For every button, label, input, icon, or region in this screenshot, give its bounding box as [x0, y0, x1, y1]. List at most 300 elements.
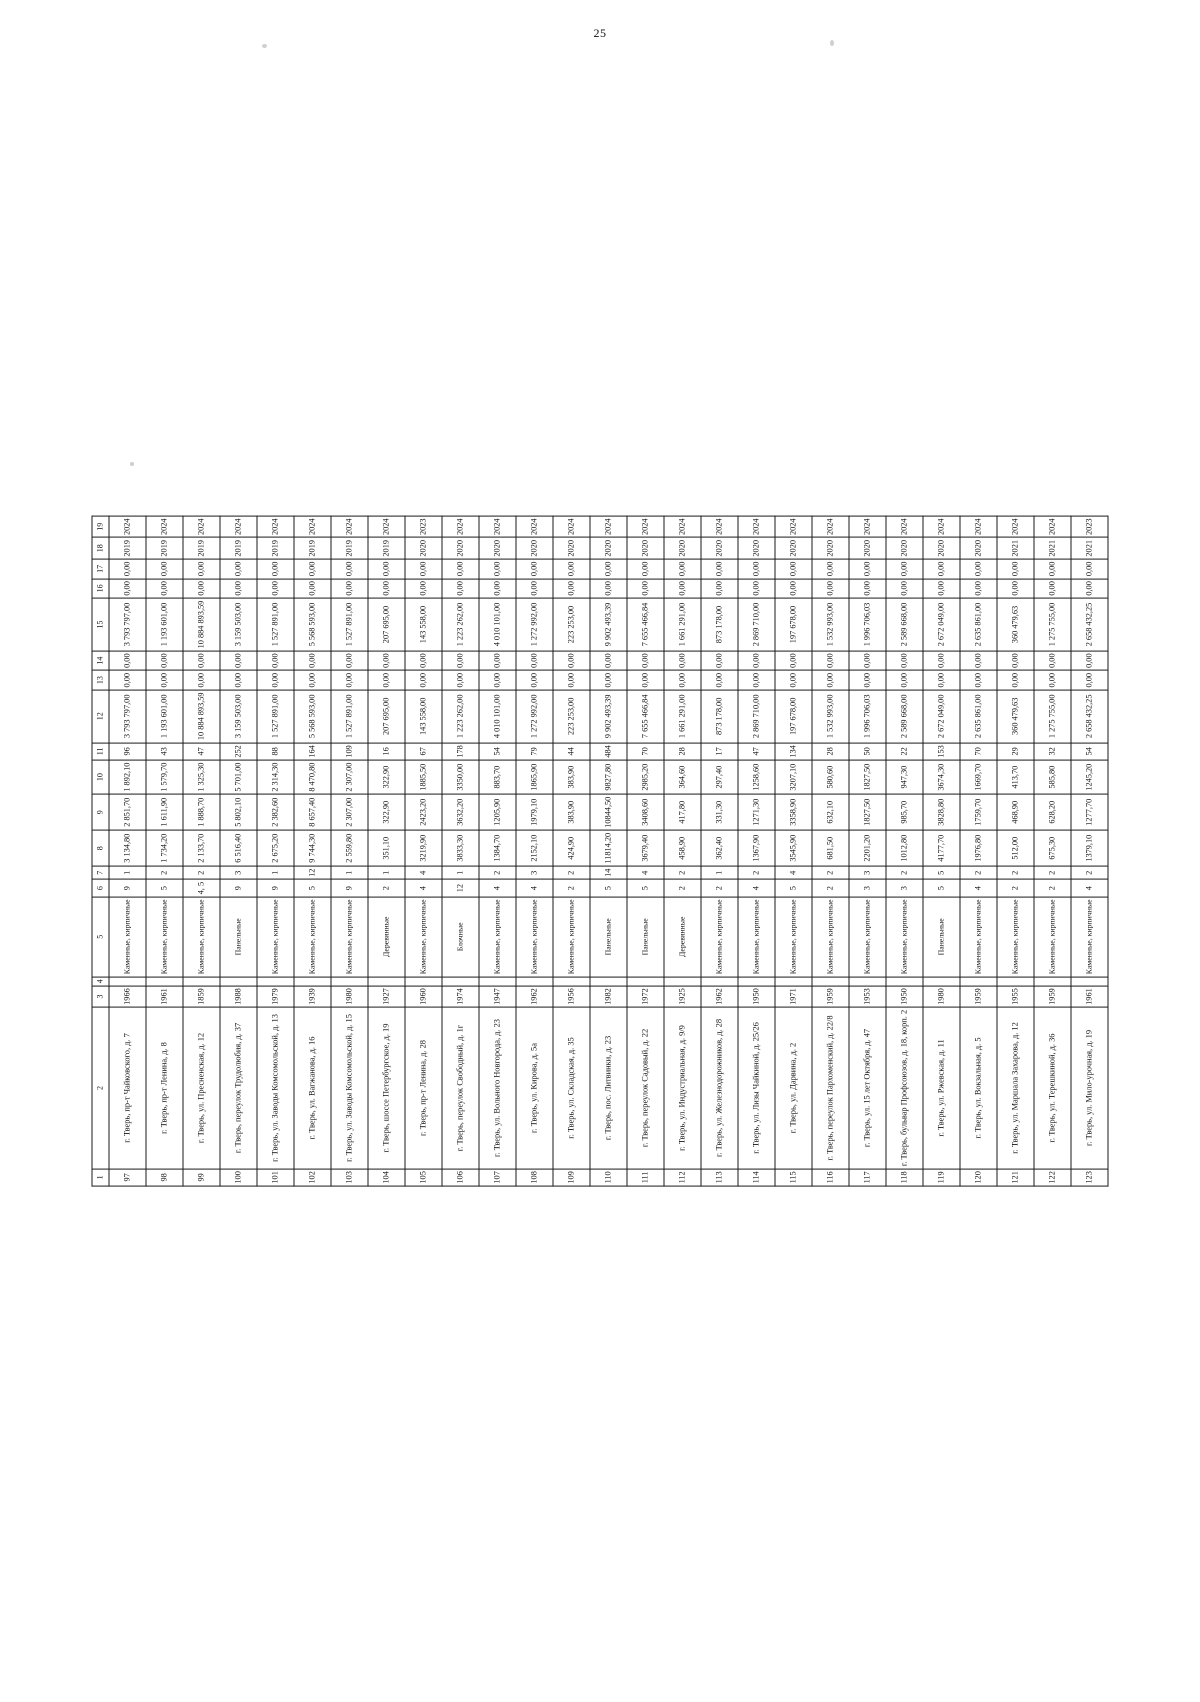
cell-c1: 120 [960, 1169, 997, 1186]
cell-c11: 22 [886, 743, 923, 760]
column-number-3: 3 [92, 986, 109, 1008]
cell-c8: 2 559,80 [331, 830, 368, 866]
cell-c5: Деревянные [368, 897, 405, 977]
cell-c1: 117 [849, 1169, 886, 1186]
cell-c9: 10844,50 [590, 794, 627, 830]
cell-c12: 2 672 049,00 [923, 690, 960, 743]
cell-c3: 1947 [479, 986, 516, 1008]
cell-c2: г. Тверь, ул. Пресненская, д. 12 [183, 1007, 220, 1168]
cell-c2: г. Тверь, ул. Мило-урочная, д. 19 [1071, 1007, 1108, 1168]
cell-c9: 1 611,90 [146, 794, 183, 830]
cell-c9: 632,10 [812, 794, 849, 830]
cell-c14: 0,00 [664, 651, 701, 671]
cell-c18: 2019 [294, 538, 331, 560]
cell-c19: 2024 [849, 516, 886, 538]
cell-c14: 0,00 [960, 651, 997, 671]
table-row [516, 516, 553, 1186]
column-number-6: 6 [92, 879, 109, 896]
cell-c2: г. Тверь, ул. Дарвина, д. 2 [775, 1007, 812, 1168]
cell-c5: Каменные, кирпичные [738, 897, 775, 977]
cell-c13: 0,00 [294, 670, 331, 690]
cell-c10: 1885,50 [405, 760, 442, 794]
column-number-18: 18 [92, 538, 109, 560]
cell-c2: г. Тверь, переулок Пархоменский, д. 22/8 [812, 1007, 849, 1168]
cell-c5: Деревянные [664, 897, 701, 977]
column-number-8: 8 [92, 830, 109, 866]
cell-c9: 2 382,60 [257, 794, 294, 830]
cell-c2: г. Тверь, переулок Трудолюбия, д. 37 [220, 1007, 257, 1168]
cell-c9: 1271,30 [738, 794, 775, 830]
cell-c11: 47 [738, 743, 775, 760]
cell-c2: г. Тверь, ул. Индустриальная, д. 9/9 [664, 1007, 701, 1168]
cell-c3: 1988 [220, 986, 257, 1008]
cell-c8: 2152,10 [516, 830, 553, 866]
cell-c12: 2 635 861,00 [960, 690, 997, 743]
cell-c13: 0,00 [146, 670, 183, 690]
cell-c11: 16 [368, 743, 405, 760]
cell-c8: 458,90 [664, 830, 701, 866]
cell-c14: 0,00 [405, 651, 442, 671]
cell-c14: 0,00 [1071, 651, 1108, 671]
cell-c1: 102 [294, 1169, 331, 1186]
cell-c9: 468,90 [997, 794, 1034, 830]
cell-c5: Каменные, кирпичные [257, 897, 294, 977]
cell-c13: 0,00 [923, 670, 960, 690]
cell-c12: 143 558,00 [405, 690, 442, 743]
cell-c15: 3 159 503,00 [220, 598, 257, 651]
cell-c11: 17 [701, 743, 738, 760]
cell-c19: 2024 [331, 516, 368, 538]
cell-c10: 1865,90 [516, 760, 553, 794]
cell-c19: 2024 [294, 516, 331, 538]
cell-c6: 2 [1034, 879, 1071, 896]
cell-c9: 2423,20 [405, 794, 442, 830]
cell-c1: 119 [923, 1169, 960, 1186]
cell-c17: 0,00 [442, 559, 479, 579]
cell-c3: 1959 [960, 986, 997, 1008]
cell-c6: 5 [923, 879, 960, 896]
cell-c16: 0,00 [590, 579, 627, 599]
cell-c12: 1 223 262,00 [442, 690, 479, 743]
cell-c9: 3408,60 [627, 794, 664, 830]
table-row [590, 516, 627, 1186]
cell-c3: 1927 [368, 986, 405, 1008]
cell-c4 [1034, 977, 1071, 986]
cell-c7: 4 [775, 866, 812, 879]
cell-c10: 364,60 [664, 760, 701, 794]
cell-c7: 4 [405, 866, 442, 879]
cell-c16: 0,00 [220, 579, 257, 599]
cell-c12: 1 527 891,00 [257, 690, 294, 743]
cell-c2: г. Тверь, пр-т Ленина, д. 28 [405, 1007, 442, 1168]
table-row [479, 516, 516, 1186]
cell-c6: 4 [405, 879, 442, 896]
cell-c12: 1 661 291,00 [664, 690, 701, 743]
cell-c17: 0,00 [257, 559, 294, 579]
cell-c18: 2019 [146, 538, 183, 560]
cell-c3: 1979 [257, 986, 294, 1008]
cell-c5: Панельные [627, 897, 664, 977]
table-row [627, 516, 664, 1186]
cell-c10: 1 325,30 [183, 760, 220, 794]
cell-c12: 7 655 466,84 [627, 690, 664, 743]
cell-c19: 2024 [1034, 516, 1071, 538]
cell-c14: 0,00 [775, 651, 812, 671]
cell-c11: 178 [442, 743, 479, 760]
cell-c14: 0,00 [368, 651, 405, 671]
cell-c11: 109 [331, 743, 368, 760]
cell-c3: 1974 [442, 986, 479, 1008]
cell-c13: 0,00 [886, 670, 923, 690]
cell-c6: 2 [997, 879, 1034, 896]
cell-c13: 0,00 [738, 670, 775, 690]
cell-c18: 2020 [849, 538, 886, 560]
cell-c16: 0,00 [812, 579, 849, 599]
cell-c2: г. Тверь, ул. 15 лет Октября, д. 47 [849, 1007, 886, 1168]
cell-c18: 2020 [701, 538, 738, 560]
column-number-14: 14 [92, 651, 109, 671]
column-number-11: 11 [92, 743, 109, 760]
cell-c16: 0,00 [701, 579, 738, 599]
cell-c5: Каменные, кирпичные [960, 897, 997, 977]
cell-c13: 0,00 [1034, 670, 1071, 690]
cell-c6: 4 [960, 879, 997, 896]
cell-c2: г. Тверь, ул. Железнодорожников, д. 28 [701, 1007, 738, 1168]
cell-c9: 3358,90 [775, 794, 812, 830]
table-row [775, 516, 812, 1186]
cell-c17: 0,00 [146, 559, 183, 579]
cell-c13: 0,00 [775, 670, 812, 690]
cell-c3: 1966 [109, 986, 146, 1008]
table-row [997, 516, 1034, 1186]
cell-c9: 628,20 [1034, 794, 1071, 830]
cell-c18: 2020 [590, 538, 627, 560]
cell-c4 [923, 977, 960, 986]
cell-c16: 0,00 [1034, 579, 1071, 599]
cell-c19: 2024 [183, 516, 220, 538]
cell-c19: 2023 [1071, 516, 1108, 538]
cell-c4 [849, 977, 886, 986]
cell-c3: 1950 [886, 986, 923, 1008]
cell-c7: 2 [146, 866, 183, 879]
cell-c15: 2 658 432,25 [1071, 598, 1108, 651]
cell-c1: 116 [812, 1169, 849, 1186]
cell-c2: г. Тверь, ул. Заводы Комсомольской, д. 15 [331, 1007, 368, 1168]
cell-c15: 1 527 891,00 [331, 598, 368, 651]
cell-c19: 2024 [664, 516, 701, 538]
cell-c16: 0,00 [664, 579, 701, 599]
cell-c6: 9 [331, 879, 368, 896]
cell-c8: 3545,90 [775, 830, 812, 866]
cell-c7: 2 [1034, 866, 1071, 879]
cell-c6: 5 [294, 879, 331, 896]
cell-c13: 0,00 [849, 670, 886, 690]
cell-c7: 1 [442, 866, 479, 879]
column-number-1: 1 [92, 1169, 109, 1186]
cell-c7: 2 [738, 866, 775, 879]
cell-c18: 2020 [812, 538, 849, 560]
cell-c4 [146, 977, 183, 986]
cell-c8: 1976,80 [960, 830, 997, 866]
cell-c10: 1245,20 [1071, 760, 1108, 794]
cell-c11: 252 [220, 743, 257, 760]
cell-c16: 0,00 [109, 579, 146, 599]
cell-c19: 2024 [516, 516, 553, 538]
cell-c2: г. Тверь, ул. Вольного Новгорода, д. 23 [479, 1007, 516, 1168]
cell-c1: 103 [331, 1169, 368, 1186]
cell-c17: 0,00 [590, 559, 627, 579]
cell-c13: 0,00 [109, 670, 146, 690]
cell-c3: 1959 [1034, 986, 1071, 1008]
cell-c11: 50 [849, 743, 886, 760]
cell-c3: 1962 [516, 986, 553, 1008]
table-row [1034, 516, 1071, 1186]
cell-c13: 0,00 [516, 670, 553, 690]
cell-c6: 4 [516, 879, 553, 896]
cell-c7: 2 [960, 866, 997, 879]
cell-c18: 2019 [368, 538, 405, 560]
cell-c11: 70 [960, 743, 997, 760]
cell-c4 [257, 977, 294, 986]
cell-c7: 1 [257, 866, 294, 879]
cell-c5: Панельные [923, 897, 960, 977]
cell-c7: 2 [183, 866, 220, 879]
cell-c9: 5 802,10 [220, 794, 257, 830]
column-number-row [92, 516, 109, 1186]
cell-c19: 2024 [442, 516, 479, 538]
column-number-13: 13 [92, 670, 109, 690]
cell-c10: 9827,80 [590, 760, 627, 794]
cell-c6: 2 [368, 879, 405, 896]
cell-c18: 2019 [109, 538, 146, 560]
cell-c16: 0,00 [368, 579, 405, 599]
cell-c17: 0,00 [405, 559, 442, 579]
cell-c2: г. Тверь, ул. Ржевская, д. 11 [923, 1007, 960, 1168]
cell-c11: 32 [1034, 743, 1071, 760]
cell-c2: г. Тверь, ул. Заводы Комсомольской, д. 13 [257, 1007, 294, 1168]
cell-c17: 0,00 [664, 559, 701, 579]
cell-c10: 3674,30 [923, 760, 960, 794]
cell-c11: 47 [183, 743, 220, 760]
cell-c18: 2020 [960, 538, 997, 560]
cell-c5: Каменные, кирпичные [331, 897, 368, 977]
cell-c9: 1759,70 [960, 794, 997, 830]
cell-c13: 0,00 [590, 670, 627, 690]
cell-c7: 2 [812, 866, 849, 879]
cell-c1: 97 [109, 1169, 146, 1186]
cell-c14: 0,00 [812, 651, 849, 671]
table-row [257, 516, 294, 1186]
cell-c13: 0,00 [183, 670, 220, 690]
cell-c17: 0,00 [775, 559, 812, 579]
table-row [1071, 516, 1108, 1186]
cell-c16: 0,00 [553, 579, 590, 599]
cell-c1: 121 [997, 1169, 1034, 1186]
cell-c12: 1 193 601,00 [146, 690, 183, 743]
cell-c18: 2019 [220, 538, 257, 560]
cell-c15: 360 479,63 [997, 598, 1034, 651]
cell-c19: 2024 [701, 516, 738, 538]
cell-c11: 70 [627, 743, 664, 760]
cell-c9: 1827,50 [849, 794, 886, 830]
cell-c15: 9 902 493,39 [590, 598, 627, 651]
cell-c7: 1 [368, 866, 405, 879]
cell-c15: 1 275 755,00 [1034, 598, 1071, 651]
cell-c10: 383,90 [553, 760, 590, 794]
cell-c3: 1960 [405, 986, 442, 1008]
cell-c17: 0,00 [960, 559, 997, 579]
table-row [812, 516, 849, 1186]
cell-c8: 1384,70 [479, 830, 516, 866]
cell-c19: 2024 [109, 516, 146, 538]
cell-c18: 2020 [664, 538, 701, 560]
cell-c17: 0,00 [109, 559, 146, 579]
cell-c7: 4 [627, 866, 664, 879]
cell-c16: 0,00 [294, 579, 331, 599]
cell-c3: 1859 [183, 986, 220, 1008]
cell-c13: 0,00 [664, 670, 701, 690]
cell-c8: 362,40 [701, 830, 738, 866]
cell-c2: г. Тверь, ул. Вокзальная, д. 5 [960, 1007, 997, 1168]
cell-c14: 0,00 [442, 651, 479, 671]
cell-c4 [886, 977, 923, 986]
cell-c19: 2024 [627, 516, 664, 538]
cell-c1: 109 [553, 1169, 590, 1186]
cell-c11: 44 [553, 743, 590, 760]
cell-c16: 0,00 [960, 579, 997, 599]
cell-c3: 1961 [1071, 986, 1108, 1008]
cell-c12: 1 527 891,00 [331, 690, 368, 743]
cell-c11: 29 [997, 743, 1034, 760]
cell-c10: 1258,60 [738, 760, 775, 794]
cell-c6: 4 [1071, 879, 1108, 896]
cell-c17: 0,00 [220, 559, 257, 579]
cell-c7: 3 [849, 866, 886, 879]
cell-c10: 5 701,00 [220, 760, 257, 794]
cell-c4 [368, 977, 405, 986]
cell-c5: Каменные, кирпичные [294, 897, 331, 977]
cell-c14: 0,00 [923, 651, 960, 671]
cell-c10: 947,30 [886, 760, 923, 794]
cell-c2: г. Тверь, ул. Кирова, д. 5а [516, 1007, 553, 1168]
table-row [442, 516, 479, 1186]
cell-c2: г. Тверь, ул. Лизы Чайкиной, д. 25/26 [738, 1007, 775, 1168]
cell-c12: 197 678,00 [775, 690, 812, 743]
cell-c10: 8 470,80 [294, 760, 331, 794]
cell-c10: 2 307,00 [331, 760, 368, 794]
cell-c10: 1827,50 [849, 760, 886, 794]
cell-c10: 2985,20 [627, 760, 664, 794]
column-number-16: 16 [92, 579, 109, 599]
cell-c17: 0,00 [368, 559, 405, 579]
cell-c14: 0,00 [183, 651, 220, 671]
cell-c12: 5 568 593,00 [294, 690, 331, 743]
cell-c17: 0,00 [997, 559, 1034, 579]
cell-c3: 1971 [775, 986, 812, 1008]
cell-c19: 2024 [479, 516, 516, 538]
table-row [553, 516, 590, 1186]
cell-c9: 3632,20 [442, 794, 479, 830]
cell-c2: г. Тверь, бульвар Профсоюзов, д. 18, корп. 2 [886, 1007, 923, 1168]
cell-c10: 1 579,70 [146, 760, 183, 794]
cell-c1: 106 [442, 1169, 479, 1186]
cell-c2: г. Тверь, ул. Вагжанова, д. 16 [294, 1007, 331, 1168]
cell-c4 [183, 977, 220, 986]
cell-c8: 424,90 [553, 830, 590, 866]
cell-c9: 2 307,00 [331, 794, 368, 830]
cell-c11: 96 [109, 743, 146, 760]
cell-c9: 331,30 [701, 794, 738, 830]
cell-c5: Каменные, кирпичные [479, 897, 516, 977]
cell-c14: 0,00 [997, 651, 1034, 671]
cell-c6: 4 [479, 879, 516, 896]
cell-c17: 0,00 [479, 559, 516, 579]
column-number-19: 19 [92, 516, 109, 538]
cell-c1: 105 [405, 1169, 442, 1186]
cell-c3: 1961 [146, 986, 183, 1008]
cell-c1: 112 [664, 1169, 701, 1186]
cell-c3: 1982 [590, 986, 627, 1008]
cell-c3: 1925 [664, 986, 701, 1008]
cell-c18: 2019 [183, 538, 220, 560]
cell-c1: 110 [590, 1169, 627, 1186]
cell-c7: 2 [997, 866, 1034, 879]
cell-c16: 0,00 [183, 579, 220, 599]
cell-c3: 1956 [553, 986, 590, 1008]
cell-c9: 2 851,70 [109, 794, 146, 830]
table-body [92, 516, 1108, 1186]
cell-c10: 322,90 [368, 760, 405, 794]
cell-c3: 1953 [849, 986, 886, 1008]
cell-c8: 1 734,20 [146, 830, 183, 866]
cell-c17: 0,00 [849, 559, 886, 579]
cell-c5: Каменные, кирпичные [405, 897, 442, 977]
cell-c13: 0,00 [960, 670, 997, 690]
cell-c8: 4177,70 [923, 830, 960, 866]
cell-c19: 2024 [553, 516, 590, 538]
cell-c6: 5 [590, 879, 627, 896]
cell-c2: г. Тверь, переулок Садовый, д. 22 [627, 1007, 664, 1168]
cell-c12: 2 589 668,00 [886, 690, 923, 743]
cell-c13: 0,00 [368, 670, 405, 690]
cell-c14: 0,00 [627, 651, 664, 671]
cell-c5: Каменные, кирпичные [997, 897, 1034, 977]
cell-c12: 3 793 797,00 [109, 690, 146, 743]
cell-c19: 2024 [812, 516, 849, 538]
cell-c4 [553, 977, 590, 986]
cell-c16: 0,00 [775, 579, 812, 599]
cell-c10: 3207,10 [775, 760, 812, 794]
cell-c4 [997, 977, 1034, 986]
cell-c15: 7 655 466,84 [627, 598, 664, 651]
cell-c4 [590, 977, 627, 986]
cell-c4 [331, 977, 368, 986]
cell-c13: 0,00 [1071, 670, 1108, 690]
cell-c16: 0,00 [997, 579, 1034, 599]
cell-c8: 6 516,40 [220, 830, 257, 866]
cell-c3: 1980 [923, 986, 960, 1008]
cell-c1: 118 [886, 1169, 923, 1186]
cell-c15: 197 678,00 [775, 598, 812, 651]
cell-c12: 1 275 755,00 [1034, 690, 1071, 743]
cell-c18: 2020 [775, 538, 812, 560]
cell-c8: 9 744,30 [294, 830, 331, 866]
cell-c11: 43 [146, 743, 183, 760]
cell-c3: 1959 [812, 986, 849, 1008]
cell-c15: 207 695,00 [368, 598, 405, 651]
cell-c5: Каменные, кирпичные [701, 897, 738, 977]
cell-c18: 2019 [257, 538, 294, 560]
